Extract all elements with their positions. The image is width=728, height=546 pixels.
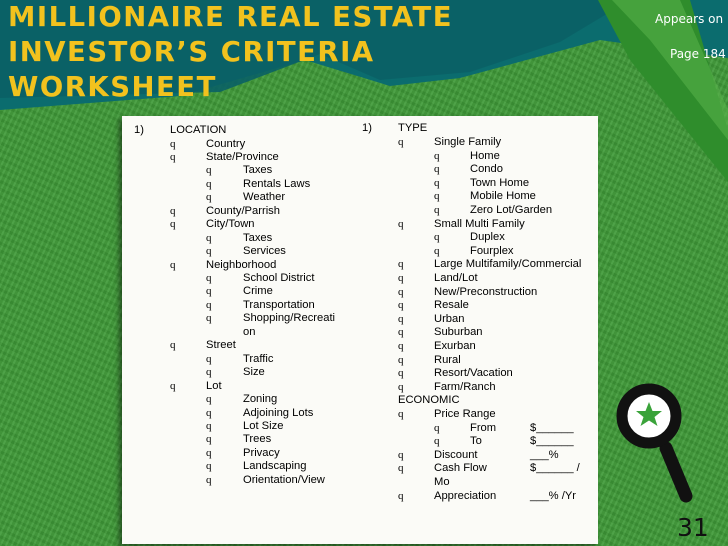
checkbox-bullet: q <box>434 435 440 448</box>
criteria-item: Exurban <box>434 340 476 352</box>
checkbox-bullet: q <box>398 285 404 298</box>
criteria-value-blank: ___% /Yr <box>530 489 577 502</box>
criteria-item: Country <box>206 137 246 150</box>
page-number: 31 <box>677 513 709 542</box>
criteria-item: Orientation/View <box>243 473 325 486</box>
checkbox-bullet: q <box>398 367 404 380</box>
criteria-item: Taxes <box>243 164 273 177</box>
criteria-item: Privacy <box>243 446 280 459</box>
checkbox-bullet: q <box>434 176 440 189</box>
criteria-item: Price Range <box>434 408 496 420</box>
criteria-item: Transportation <box>243 298 315 311</box>
criteria-item: Duplex <box>470 231 505 244</box>
criteria-item: on <box>243 325 256 338</box>
checkbox-bullet: q <box>170 137 176 150</box>
checkbox-bullet: q <box>434 421 440 434</box>
criteria-item: Crime <box>243 285 273 298</box>
criteria-item: To <box>470 435 482 448</box>
criteria-item: Home <box>470 149 500 162</box>
appears-on-label: Appears on <box>655 12 724 26</box>
criteria-value-blank: $______ <box>530 435 574 448</box>
checkbox-bullet: q <box>398 299 404 312</box>
checkbox-bullet: q <box>206 298 212 311</box>
checkbox-bullet: q <box>170 150 176 163</box>
section-heading: ECONOMIC <box>398 394 460 407</box>
checkbox-bullet: q <box>170 379 176 392</box>
criteria-item: City/Town <box>206 218 255 231</box>
criteria-item: Zero Lot/Garden <box>470 204 553 216</box>
criteria-item: Fourplex <box>470 244 514 257</box>
criteria-item: Urban <box>434 312 465 325</box>
checkbox-bullet: q <box>434 231 440 244</box>
criteria-item: Size <box>243 366 265 379</box>
checkbox-bullet: q <box>434 204 440 216</box>
criteria-item: Zoning <box>243 393 278 406</box>
criteria-item: Shopping/Recreati <box>243 312 336 325</box>
criteria-item: Small Multi Family <box>434 217 525 230</box>
checkbox-bullet: q <box>206 191 212 204</box>
title-line: INVESTOR’S CRITERIA <box>8 36 375 68</box>
criteria-item: Land/Lot <box>434 272 478 284</box>
page-title <box>8 0 453 105</box>
checkbox-bullet: q <box>398 258 404 271</box>
criteria-item: Large Multifamily/Commercial <box>434 258 582 271</box>
title-line: MILLIONAIRE REAL ESTATE <box>8 1 454 33</box>
checkbox-bullet: q <box>170 204 176 217</box>
criteria-item: Taxes <box>243 231 273 244</box>
criteria-item: Rural <box>434 353 461 366</box>
checkbox-bullet: q <box>398 272 404 284</box>
checkbox-bullet: q <box>398 408 404 420</box>
criteria-item: State/Province <box>206 150 279 163</box>
criteria-item: Services <box>243 245 286 258</box>
checkbox-bullet: q <box>170 339 176 352</box>
title-line: WORKSHEET <box>8 71 217 103</box>
criteria-value-blank: $______ <box>530 421 574 434</box>
criteria-item: Lot Size <box>243 419 284 432</box>
checkbox-bullet: q <box>434 244 440 257</box>
criteria-item: New/Preconstruction <box>434 285 538 298</box>
checkbox-bullet: q <box>434 163 440 176</box>
criteria-item: Single Family <box>434 136 502 148</box>
worksheet-card <box>122 116 598 544</box>
criteria-item: Mobile Home <box>470 190 536 203</box>
section-number: 1) <box>134 124 144 136</box>
checkbox-bullet: q <box>206 164 212 177</box>
checkbox-bullet: q <box>206 352 212 365</box>
criteria-item: Discount <box>434 448 478 461</box>
section-number: 1) <box>362 122 372 134</box>
checkbox-bullet: q <box>398 217 404 230</box>
criteria-value-blank: ___% <box>530 448 559 461</box>
checkbox-bullet: q <box>206 446 212 459</box>
checkbox-bullet: q <box>206 231 212 244</box>
criteria-item: Mo <box>434 476 450 488</box>
checkbox-bullet: q <box>206 285 212 298</box>
criteria-item: Neighborhood <box>206 258 277 271</box>
checkbox-bullet: q <box>398 462 404 475</box>
checkbox-bullet: q <box>398 312 404 325</box>
checkbox-bullet: q <box>206 366 212 379</box>
criteria-item: Suburban <box>434 326 483 339</box>
checkbox-bullet: q <box>434 149 440 162</box>
checkbox-bullet: q <box>398 380 404 393</box>
checkbox-bullet: q <box>398 353 404 366</box>
criteria-item: Street <box>206 339 236 352</box>
checkbox-bullet: q <box>434 190 440 203</box>
criteria-item: School District <box>243 272 315 284</box>
criteria-item: Resort/Vacation <box>434 367 513 380</box>
checkbox-bullet: q <box>206 272 212 284</box>
criteria-item: Traffic <box>243 352 274 365</box>
page-reference: Page 184 <box>670 47 726 61</box>
section-heading: TYPE <box>398 122 428 134</box>
checkbox-bullet: q <box>398 326 404 339</box>
checkbox-bullet: q <box>206 312 212 325</box>
magnifier-icon <box>616 378 696 508</box>
checkbox-bullet: q <box>206 177 212 190</box>
checkbox-bullet: q <box>206 406 212 419</box>
criteria-item: Town Home <box>470 176 530 189</box>
criteria-item: Resale <box>434 299 469 312</box>
checkbox-bullet: q <box>206 473 212 486</box>
criteria-item: Appreciation <box>434 489 497 502</box>
criteria-item: Rentals Laws <box>243 177 311 190</box>
criteria-item: From <box>470 421 497 434</box>
section-heading: LOCATION <box>170 124 227 136</box>
checkbox-bullet: q <box>398 340 404 352</box>
criteria-item: Condo <box>470 163 503 176</box>
checkbox-bullet: q <box>170 258 176 271</box>
checkbox-bullet: q <box>398 136 404 148</box>
criteria-item: Farm/Ranch <box>434 380 496 393</box>
checkbox-bullet: q <box>170 218 176 231</box>
criteria-item: Landscaping <box>243 460 307 473</box>
checkbox-bullet: q <box>206 393 212 406</box>
criteria-item: Trees <box>243 433 272 446</box>
checkbox-bullet: q <box>398 448 404 461</box>
criteria-item: Weather <box>243 191 286 204</box>
checkbox-bullet: q <box>206 433 212 446</box>
criteria-item: Lot <box>206 379 222 392</box>
criteria-item: Adjoining Lots <box>243 406 314 419</box>
checkbox-bullet: q <box>206 419 212 432</box>
checkbox-bullet: q <box>206 460 212 473</box>
criteria-value-blank: $______ / <box>530 462 580 475</box>
criteria-item: County/Parrish <box>206 204 280 217</box>
criteria-item: Cash Flow <box>434 462 487 475</box>
checkbox-bullet: q <box>398 489 404 502</box>
checkbox-bullet: q <box>206 245 212 258</box>
